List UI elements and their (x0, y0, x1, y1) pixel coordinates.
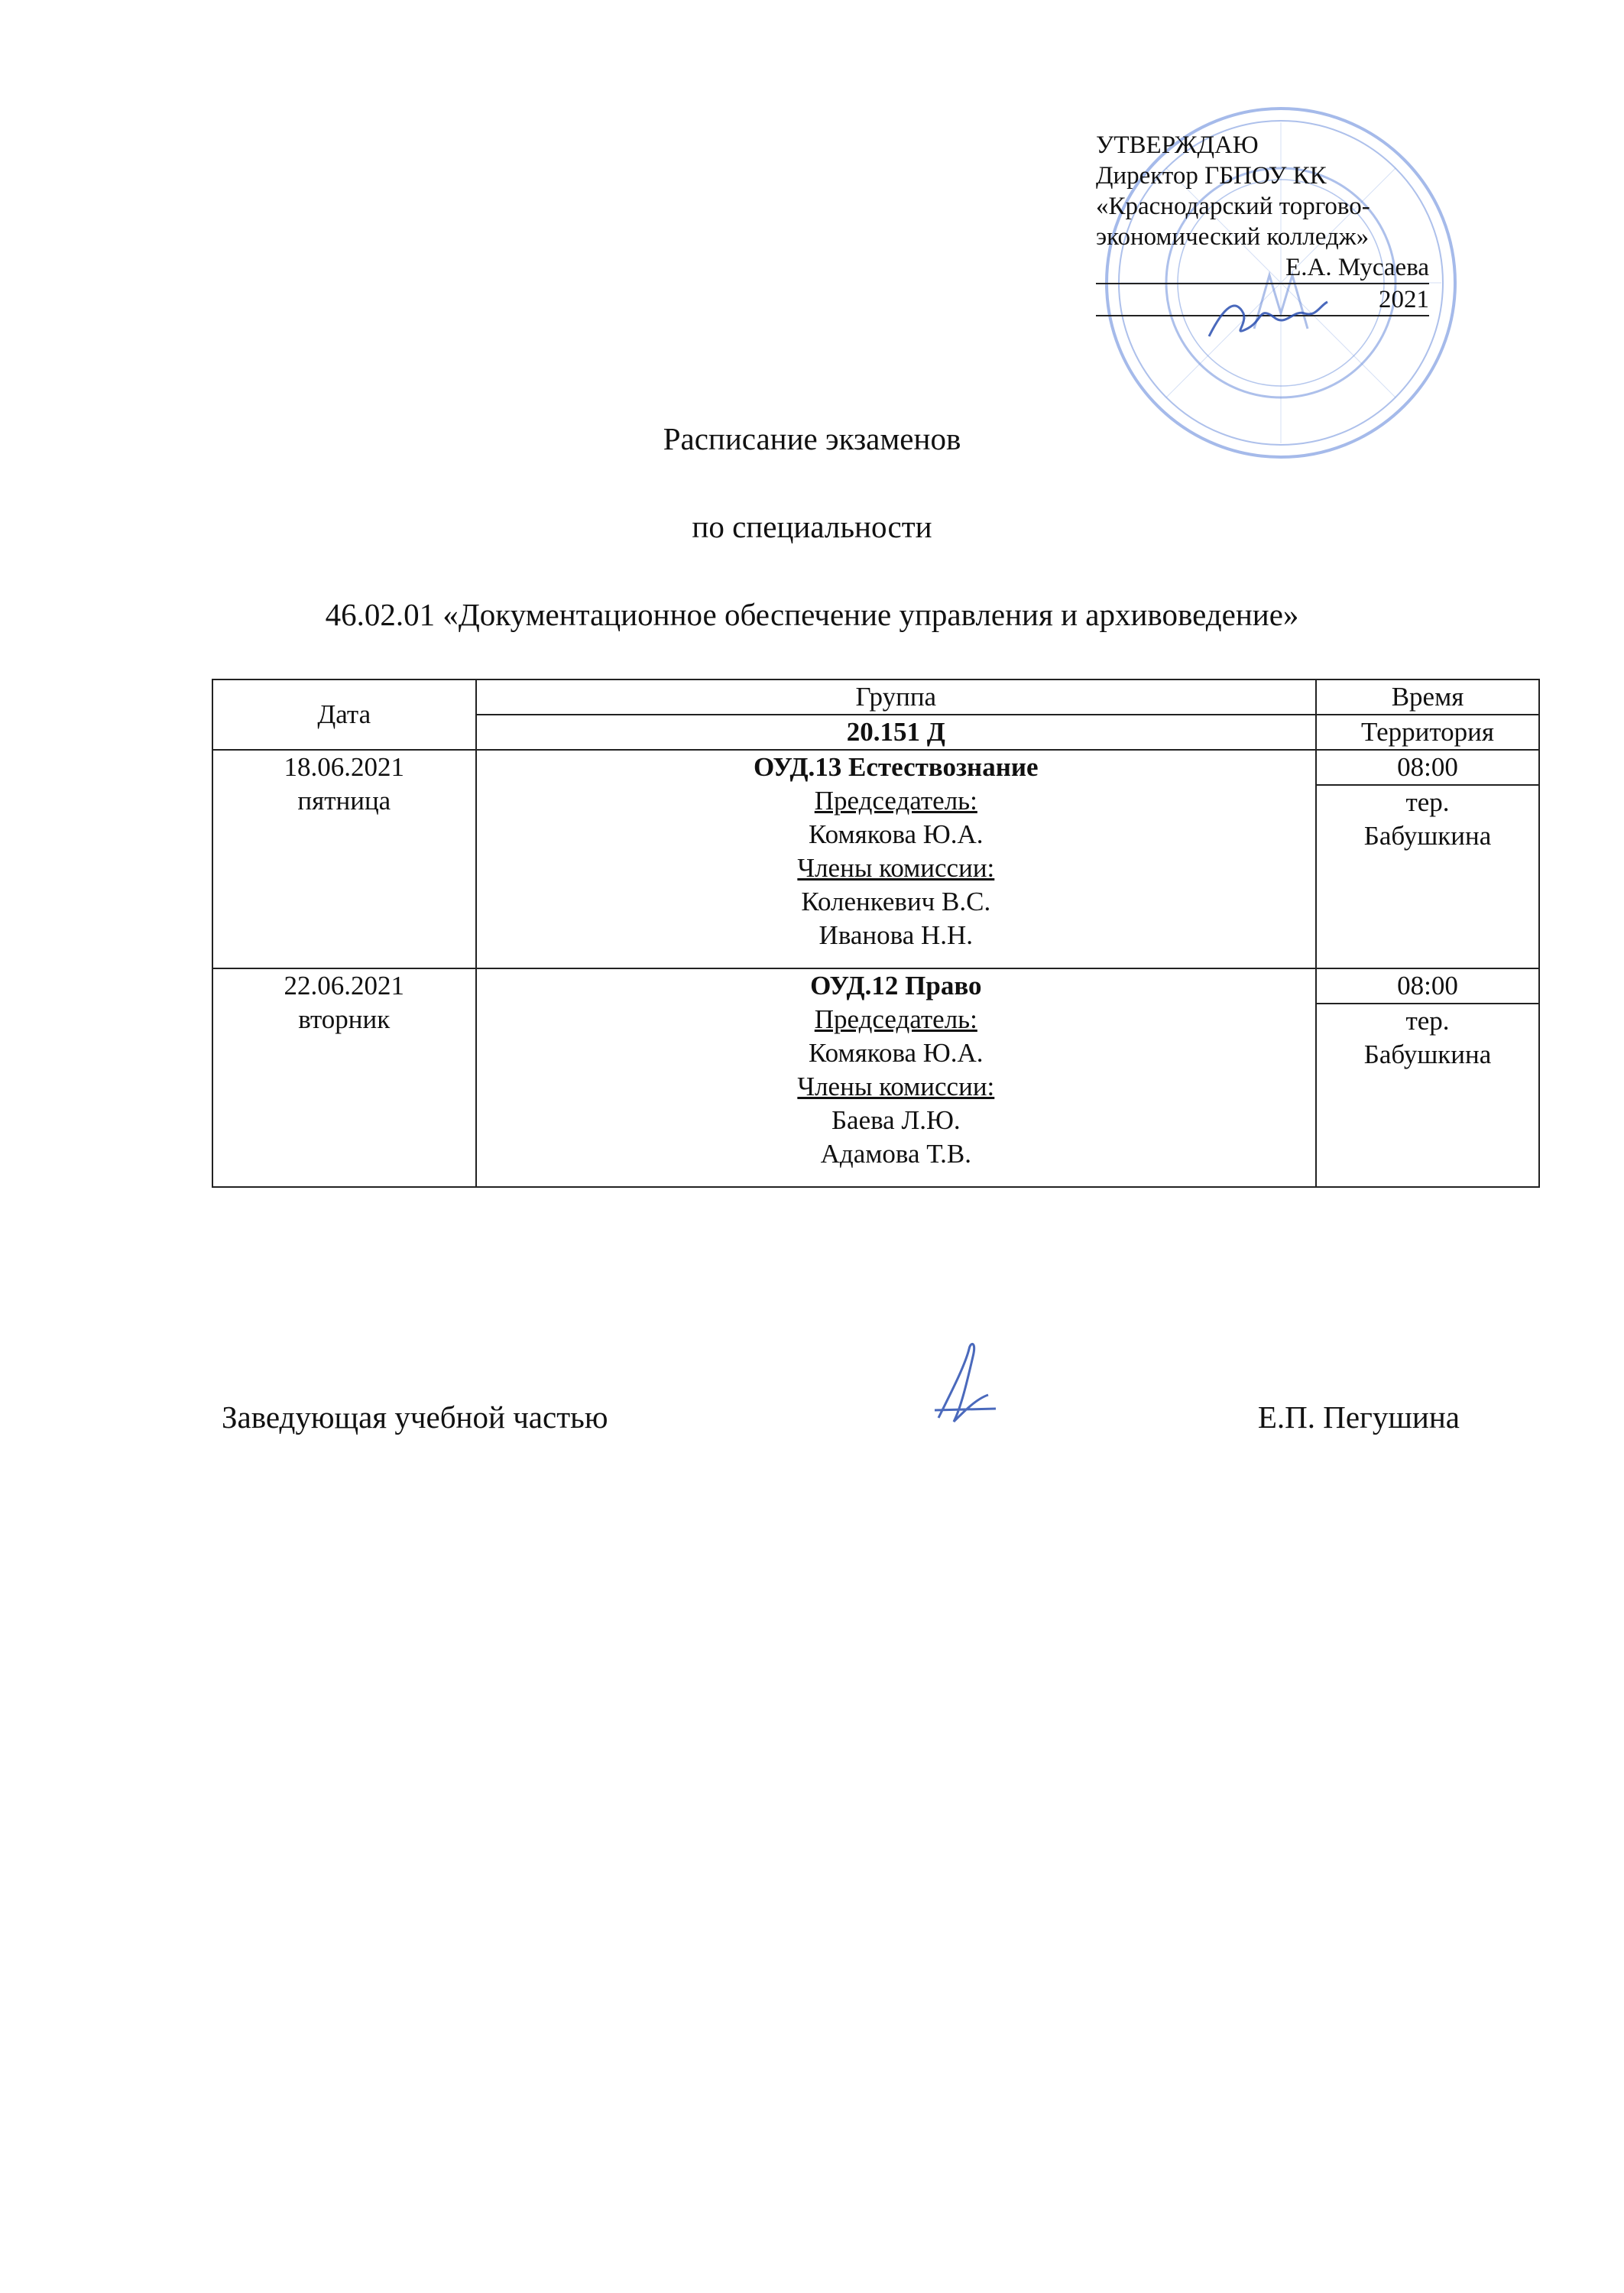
territory-name: Бабушкина (1363, 821, 1492, 851)
chair-name: Комякова Ю.А. (809, 1038, 984, 1068)
approval-org-line1: «Краснодарский торгово- (1096, 193, 1370, 220)
signatory-position: Заведующая учебной частью (222, 1399, 608, 1435)
document-title: Расписание экзаменов (663, 421, 961, 456)
header-date: Дата (212, 679, 476, 750)
table-row (212, 750, 1539, 785)
row-date-cell (212, 750, 476, 968)
handwritten-signature (923, 1334, 1007, 1433)
director-signature (1201, 283, 1331, 352)
exam-time: 08:00 (1316, 750, 1539, 785)
territory-prefix: тер. (1405, 787, 1450, 817)
row-exam-cell (476, 968, 1316, 1187)
header-group-code: 20.151 Д (476, 715, 1316, 750)
exam-weekday: пятница (297, 786, 391, 816)
specialty-name: 46.02.01 «Документационное обеспечение управления и архивоведение» (325, 597, 1299, 632)
chair-name: Комякова Ю.А. (809, 819, 984, 849)
exam-schedule-table (212, 679, 1540, 1188)
exam-weekday: вторник (298, 1004, 391, 1034)
approval-year: 2021 (1096, 284, 1429, 316)
approval-org-line2: экономический колледж» (1096, 223, 1370, 251)
member-name: Баева Л.Ю. (831, 1105, 961, 1135)
header-territory: Территория (1316, 715, 1539, 750)
member-name: Адамова Т.В. (820, 1139, 971, 1169)
members-label: Члены комиссии: (797, 853, 995, 883)
exam-date: 18.06.2021 (284, 752, 405, 782)
approval-director-name: Е.А. Мусаева (1096, 252, 1429, 284)
row-exam-cell (476, 750, 1316, 968)
approval-position: Директор ГБПОУ КК (1096, 162, 1327, 190)
exam-subject: ОУД.12 Право (810, 971, 982, 1001)
member-name: Коленкевич В.С. (801, 887, 991, 916)
chair-label: Председатель: (814, 1004, 977, 1034)
exam-subject: ОУД.13 Естествознание (754, 752, 1039, 782)
document-subtitle: по специальности (692, 509, 932, 544)
header-time: Время (1316, 679, 1539, 715)
approval-title: УТВЕРЖДАЮ (1096, 131, 1259, 159)
territory-name: Бабушкина (1363, 1039, 1492, 1069)
header-group: Группа (476, 679, 1316, 715)
exam-time: 08:00 (1316, 968, 1539, 1004)
table-header-row (212, 679, 1539, 715)
exam-date: 22.06.2021 (284, 971, 405, 1001)
exam-territory-cell (1316, 1004, 1539, 1187)
member-name: Иванова Н.Н. (818, 920, 974, 950)
table-row (212, 968, 1539, 1004)
row-date-cell (212, 968, 476, 1187)
territory-prefix: тер. (1405, 1006, 1450, 1036)
members-label: Члены комиссии: (797, 1072, 995, 1101)
chair-label: Председатель: (814, 786, 977, 816)
signatory-name: Е.П. Пегушина (1257, 1399, 1460, 1435)
exam-territory-cell (1316, 785, 1539, 968)
